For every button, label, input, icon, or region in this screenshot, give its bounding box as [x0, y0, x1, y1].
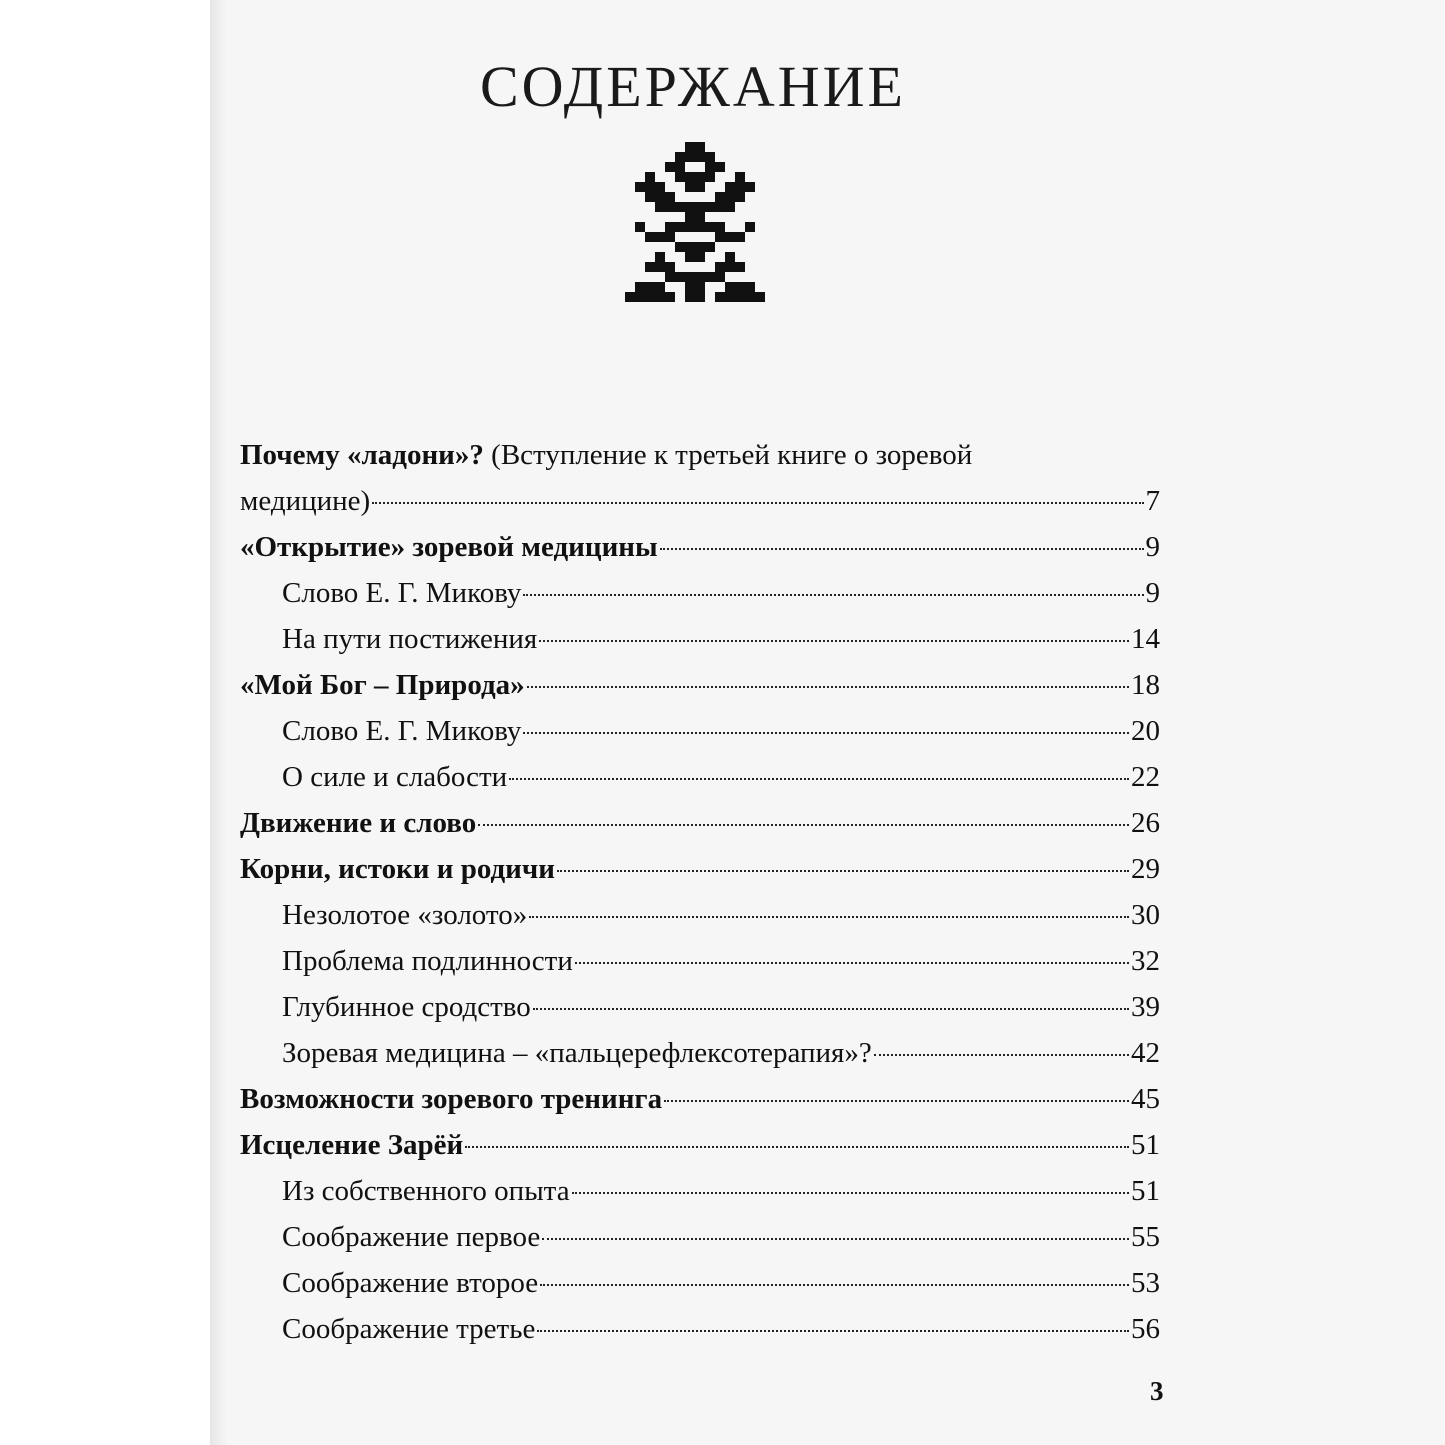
toc-entry-page: 29 — [1131, 853, 1160, 885]
page-number: 3 — [1150, 1376, 1164, 1406]
dot-leader — [372, 502, 1143, 504]
toc-entry[interactable] — [240, 1030, 1160, 1076]
toc-entry[interactable] — [240, 1214, 1160, 1260]
toc-entry-page: 51 — [1131, 1175, 1160, 1207]
toc-entry[interactable] — [240, 1168, 1160, 1214]
dot-leader — [572, 1192, 1129, 1194]
toc-entry[interactable] — [240, 1076, 1160, 1122]
toc-entry-page: 22 — [1131, 761, 1160, 793]
toc-entry-page: 39 — [1131, 991, 1160, 1023]
dot-leader — [465, 1146, 1129, 1148]
dot-leader — [664, 1100, 1129, 1102]
toc-entry-label: О силе и слабости — [282, 761, 508, 793]
toc-entry-page: 14 — [1131, 623, 1160, 655]
toc-entry-page: 45 — [1131, 1083, 1160, 1115]
ornament-icon — [625, 140, 765, 304]
dot-leader — [523, 732, 1129, 734]
toc-entry-page: 56 — [1131, 1313, 1160, 1345]
dot-leader — [660, 548, 1144, 550]
toc-entry-label: Проблема подлинности — [282, 945, 573, 977]
toc-entry[interactable] — [240, 708, 1160, 754]
toc-entry-page: 20 — [1131, 715, 1160, 747]
toc-entry[interactable] — [240, 754, 1160, 800]
toc-entry[interactable] — [240, 846, 1160, 892]
dot-leader — [540, 1284, 1129, 1286]
toc-entry[interactable] — [240, 570, 1160, 616]
toc-entry-label: Незолотое «золото» — [282, 899, 528, 931]
toc-entry-label-cont: медицине) — [240, 485, 371, 517]
toc-entry-label: Из собственного опыта — [282, 1175, 570, 1207]
toc-entry-label: Корни, истоки и родичи — [240, 853, 555, 885]
toc-entry-page: 30 — [1131, 899, 1160, 931]
toc-entry-label: Возможности зоревого тренинга — [240, 1083, 663, 1115]
dot-leader — [874, 1054, 1129, 1056]
page-fold-shadow — [210, 0, 228, 1445]
toc-entry[interactable] — [240, 892, 1160, 938]
toc-entry[interactable] — [240, 524, 1160, 570]
toc-entry[interactable] — [240, 1260, 1160, 1306]
toc-entry-page: 55 — [1131, 1221, 1160, 1253]
dot-leader — [523, 594, 1143, 596]
toc-entry-label: «Мой Бог – Природа» — [240, 669, 525, 701]
toc-entry-page: 9 — [1145, 577, 1160, 609]
toc-entry-page: 18 — [1131, 669, 1160, 701]
toc-entry-label-bold: Почему «ладони»? — [240, 439, 484, 471]
dot-leader — [542, 1238, 1129, 1240]
toc-entry-label: (Вступление к третьей книге о зоревой — [483, 439, 973, 471]
toc-entry-label: «Открытие» зоревой медицины — [240, 531, 658, 563]
toc-entry-page: 42 — [1131, 1037, 1160, 1069]
toc-entry[interactable] — [240, 616, 1160, 662]
book-page — [210, 0, 1445, 1445]
toc-entry-label: Исцеление Зарёй — [240, 1129, 464, 1161]
toc-entry-label: Соображение второе — [282, 1267, 539, 1299]
toc-entry[interactable] — [240, 1306, 1160, 1352]
toc-entry-label: Движение и слово — [240, 807, 477, 839]
toc-entry[interactable] — [240, 1122, 1160, 1168]
toc-entry-page: 7 — [1145, 485, 1160, 517]
toc-entry-page: 51 — [1131, 1129, 1160, 1161]
toc-entry-page: 53 — [1131, 1267, 1160, 1299]
table-of-contents — [240, 432, 1160, 1352]
toc-entry-label: Слово Е. Г. Микову — [282, 715, 522, 747]
toc-entry-label: Глубинное сродство — [282, 991, 531, 1023]
toc-entry-page: 32 — [1131, 945, 1160, 977]
page-title: СОДЕРЖАНИЕ — [480, 53, 906, 119]
dot-leader — [478, 824, 1129, 826]
dot-leader — [539, 640, 1129, 642]
toc-entry[interactable] — [240, 800, 1160, 846]
toc-entry-page: 26 — [1131, 807, 1160, 839]
toc-entry-label: Слово Е. Г. Микову — [282, 577, 522, 609]
toc-entry[interactable] — [240, 662, 1160, 708]
dot-leader — [529, 916, 1129, 918]
toc-entry-label: Зоревая медицина – «пальцерефлексотерапия»? — [282, 1037, 872, 1069]
toc-entry-label: На пути постижения — [282, 623, 538, 655]
toc-entry-page: 9 — [1145, 531, 1160, 563]
dot-leader — [527, 686, 1129, 688]
toc-entry-label: Соображение первое — [282, 1221, 541, 1253]
toc-entry[interactable] — [240, 432, 1160, 524]
toc-entry[interactable] — [240, 938, 1160, 984]
dot-leader — [533, 1008, 1129, 1010]
dot-leader — [537, 1330, 1129, 1332]
toc-entry[interactable] — [240, 984, 1160, 1030]
dot-leader — [557, 870, 1129, 872]
dot-leader — [509, 778, 1129, 780]
dot-leader — [575, 962, 1129, 964]
toc-entry-label: Соображение третье — [282, 1313, 536, 1345]
